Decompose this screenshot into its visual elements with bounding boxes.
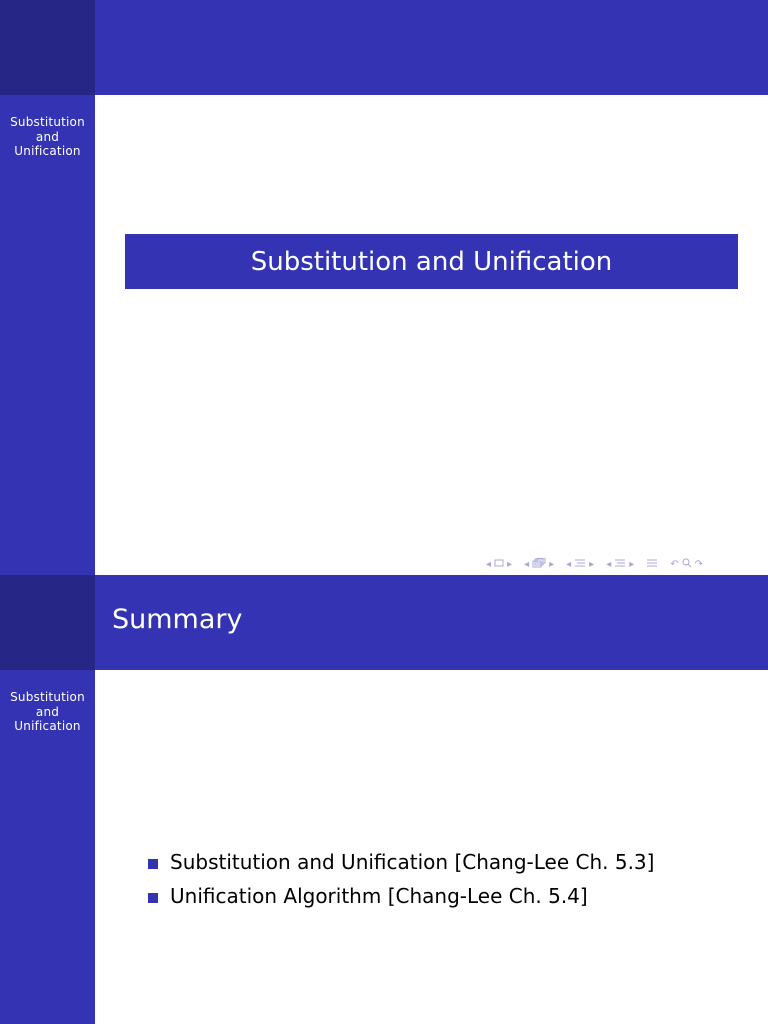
arrow-right-icon[interactable]: ▸	[629, 558, 635, 570]
bullet-text: Substitution and Unification [Chang-Lee Ch. 5.3]	[170, 850, 655, 874]
presentation-title: Substitution and Unification	[125, 234, 738, 289]
bullet-square-icon	[148, 859, 158, 869]
sidebar-title[interactable]: Substitution and Unification	[10, 690, 85, 733]
nav-align-group	[646, 558, 658, 571]
frame-icon[interactable]	[494, 559, 504, 570]
sidebar	[0, 95, 95, 575]
sidebar-title[interactable]: Substitution and Unification	[10, 115, 85, 158]
arrow-left-icon[interactable]: ◂	[606, 558, 612, 570]
redo-icon[interactable]: ↷	[694, 558, 704, 570]
list-item	[148, 879, 654, 913]
summary-bullet-list	[148, 845, 654, 913]
align-icon[interactable]	[646, 558, 658, 571]
slide-summary	[0, 575, 768, 1024]
nav-section-group-2	[606, 558, 634, 571]
arrow-right-icon[interactable]: ▸	[549, 558, 555, 570]
nav-subsection-group	[524, 558, 554, 571]
nav-search-group	[670, 558, 703, 571]
frame-title: Summary	[112, 604, 243, 635]
undo-icon[interactable]: ↶	[670, 558, 679, 570]
arrow-left-icon[interactable]: ◂	[524, 558, 530, 570]
bullet-square-icon	[148, 893, 158, 903]
header-corner	[0, 575, 95, 670]
section-icon[interactable]	[574, 558, 586, 571]
arrow-left-icon[interactable]: ◂	[486, 558, 492, 570]
subsection-icon[interactable]	[532, 558, 546, 571]
header-corner	[0, 0, 95, 95]
section-icon[interactable]	[614, 558, 626, 571]
sidebar	[0, 670, 95, 1024]
arrow-right-icon[interactable]: ▸	[507, 558, 513, 570]
nav-section-group	[566, 558, 594, 571]
arrow-left-icon[interactable]: ◂	[566, 558, 572, 570]
beamer-navigation-bar	[486, 557, 703, 571]
nav-frame-group	[486, 559, 512, 570]
header-bar	[95, 0, 768, 95]
search-icon[interactable]	[682, 558, 692, 571]
bullet-text: Unification Algorithm [Chang-Lee Ch. 5.4]	[170, 884, 588, 908]
list-item	[148, 845, 654, 879]
arrow-right-icon[interactable]: ▸	[589, 558, 595, 570]
